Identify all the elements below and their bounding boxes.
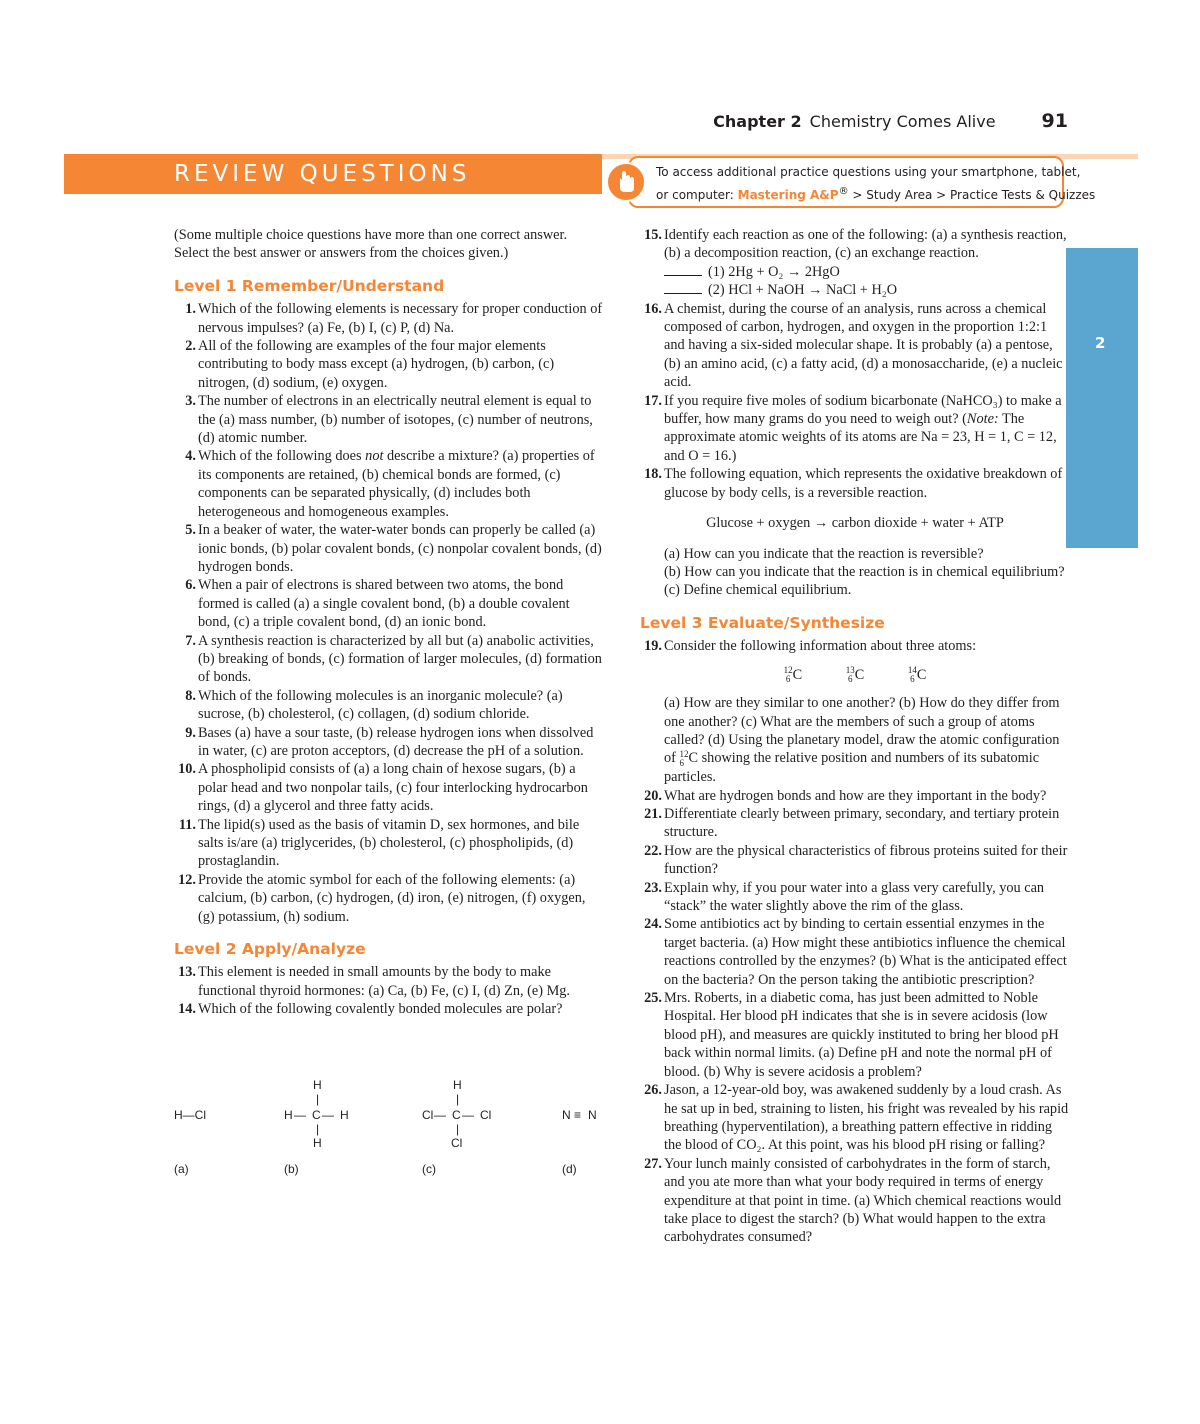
- chapter-tab-number: 2: [1095, 334, 1106, 352]
- question-7: 7. A synthesis reaction is characterized by all but (a) anabolic activities, (b) breaking of bonds, (c) formation of larger molecules, (d) formation of bonds.: [185, 632, 602, 686]
- molecule-a-label: (a): [174, 1162, 189, 1176]
- molecule-d-n-left: N: [562, 1108, 571, 1122]
- molecule-c-cl-bottom: Cl: [451, 1136, 463, 1150]
- question-21: 21. Differentiate clearly between primary, secondary, and tertiary protein structure.: [644, 806, 1060, 841]
- question-17: 17. If you require five moles of sodium bicarbonate (NaHCO₃) to make a buffer, how many grams do you need to weigh out? (Note: The approximate atomic weights of its atoms are Na = 23, H = 1, C = 12, and O = 16.): [644, 392, 1062, 464]
- molecule-c-cl-right: Cl: [480, 1108, 492, 1122]
- chapter-title: Chemistry Comes Alive: [809, 112, 996, 131]
- isotope-c14: 14 6 C: [907, 665, 927, 685]
- question-27: 27. Your lunch mainly consisted of carbohydrates in the form of starch, and you ate more than what your body required in terms of energy expenditure at that point in time. (a) Which chemical reactions would take place to digest the starch? (b) What would happen to the extra carbohydrates consumed?: [644, 1155, 1062, 1246]
- isotope-c13: 13 6 C: [845, 665, 865, 685]
- question-14: 14. Which of the following covalently bonded molecules are polar?: [178, 1001, 563, 1018]
- question-18c: (c) Define chemical equilibrium.: [664, 582, 852, 599]
- mastering-brand: Mastering A&P: [737, 188, 839, 202]
- level2-heading: Level 2 Apply/Analyze: [174, 940, 366, 959]
- answer-blank: [664, 263, 702, 276]
- question-18a: (a) How can you indicate that the reaction is reversible?: [664, 545, 984, 562]
- molecule-b-bond-right: —: [322, 1108, 334, 1122]
- molecule-b-h-top: H: [313, 1078, 322, 1092]
- question-9: 9. Bases (a) have a sour taste, (b) release hydrogen ions when dissolved in water, (c) are proton acceptors, (d) decrease the pH of a solution.: [185, 724, 594, 759]
- question-22: 22. How are the physical characteristics of fibrous proteins suited for their function?: [644, 842, 1068, 878]
- level1-heading: Level 1 Remember/Understand: [174, 276, 445, 295]
- chapter-side-tab: [1066, 248, 1138, 548]
- question-26: 26. Jason, a 12-year-old boy, was awakened suddenly by a loud crash. As he sat up in bed, straining to listen, his fright was revealed by his rapid breathing (hyperventilation), a breathing pattern effective in ridding the blood of CO₂. At this point, was his blood pH rising or falling?: [644, 1082, 1069, 1154]
- molecule-c-c: C: [452, 1108, 461, 1122]
- banner-title: REVIEW QUESTIONS: [174, 161, 471, 187]
- question-20: 20. What are hydrogen bonds and how are they important in the body?: [644, 787, 1047, 804]
- glucose-equation: Glucose + oxygen → carbon dioxide + water + ATP: [706, 515, 1004, 532]
- chapter-label: Chapter 2: [713, 112, 802, 131]
- question-11: 11. The lipid(s) used as the basis of vitamin D, sex hormones, and bile salts is/are (a) triglycerides, (b) cholesterol, (c) phospholipids, (d) prostaglandin.: [178, 816, 580, 870]
- molecule-b-h-left: H: [284, 1108, 293, 1122]
- right-column: [640, 226, 1070, 1247]
- review-questions-banner: [64, 154, 602, 194]
- question-15: 15. Identify each reaction as one of the following: (a) a synthesis reaction, (b) a decomposition reaction, (c) an exchange reaction. (1) 2Hg + O₂ → 2HgO (2) HCl + NaOH → NaCl + H₂O: [644, 227, 1067, 299]
- mastering-line2-suffix: > Study Area > Practice Tests & Quizzes: [852, 188, 1096, 202]
- pointing-hand-icon: [606, 162, 646, 202]
- molecule-c-bond-bottom: |: [456, 1122, 460, 1136]
- molecule-c-bond-left: —: [434, 1108, 446, 1122]
- molecule-c-cl-left: Cl: [422, 1108, 434, 1122]
- answer-blank: [664, 281, 702, 294]
- question-12: 12. Provide the atomic symbol for each of the following elements: (a) calcium, (b) carbon, (c) hydrogen, (d) iron, (e) nitrogen, (f) oxygen, (g) potassium, (h) sodium.: [178, 871, 586, 925]
- question-8: 8. Which of the following molecules is an inorganic molecule? (a) sucrose, (b) cholesterol, (c) collagen, (d) sodium chloride.: [185, 687, 563, 723]
- question-23: 23. Explain why, if you pour water into a glass very carefully, you can “stack” the water slightly above the rim of the glass.: [644, 879, 1045, 915]
- molecule-d-n-right: N: [588, 1108, 597, 1122]
- intro-text: (Some multiple choice questions have more than one correct answer. Select the best answer or answers from the choices given.): [174, 227, 568, 262]
- molecule-a-formula: H—Cl: [174, 1108, 206, 1122]
- molecule-b-h-right: H: [340, 1108, 349, 1122]
- molecule-c-label: (c): [422, 1162, 436, 1176]
- question-13: 13. This element is needed in small amounts by the body to make functional thyroid hormones: (a) Ca, (b) Fe, (c) I, (d) Zn, (e) Mg.: [178, 964, 571, 999]
- molecule-b-bond-bottom: |: [316, 1122, 320, 1136]
- question-4: 4. Which of the following does not describe a mixture? (a) properties of its components are retained, (b) chemical bonds are formed, (c) components can be separated physically, (d) includes both heterogeneous and homogeneous examples.: [185, 448, 595, 520]
- mastering-line2-prefix: or computer:: [656, 188, 734, 202]
- question-1: 1. Which of the following elements is necessary for proper conduction of nervous impulses? (a) Fe, (b) I, (c) P, (d) Na.: [185, 301, 603, 336]
- question-18b: (b) How can you indicate that the reaction is in chemical equilibrium?: [664, 563, 1065, 580]
- question-6: 6. When a pair of electrons is shared between two atoms, the bond formed is called (a) a single covalent bond, (b) a double covalent bond, (c) a triple covalent bond, (d) an ionic bond.: [185, 577, 570, 631]
- question-19: 19. Consider the following information about three atoms:: [644, 638, 977, 655]
- mastering-line1: To access additional practice questions using your smartphone, tablet,: [656, 165, 1081, 179]
- question-3: 3. The number of electrons in an electrically neutral element is equal to the (a) mass number, (b) number of isotopes, (c) number of neutrons, (d) atomic number.: [185, 393, 593, 447]
- molecule-c-bond-right: —: [462, 1108, 474, 1122]
- question-10: 10. A phospholipid consists of (a) a long chain of hexose sugars, (b) a polar head and two nonpolar tails, (c) four interlocking hydrocarbon rings, (d) a glycerol and three fatty acids.: [178, 761, 588, 815]
- isotope-c12: 12 6 C: [783, 665, 803, 685]
- molecule-c-h-top: H: [453, 1078, 462, 1092]
- question-5: 5. In a beaker of water, the water-water bonds can properly be called (a) ionic bonds, (b) polar covalent bonds, (c) nonpolar covalent bonds, (d) hydrogen bonds.: [185, 522, 602, 575]
- question-16: 16. A chemist, during the course of an analysis, runs across a chemical composed of carbon, hydrogen, and oxygen in the proportion 1:2:1 and having a six-sided molecular shape. It is probably (a) a pentose, (b) an amino acid, (c) a fatty acid, (d) a monosaccharide, (e) a nucleic acid.: [644, 300, 1063, 391]
- running-head: [0, 110, 1068, 132]
- left-column: [174, 226, 604, 1019]
- molecule-b-label: (b): [284, 1162, 299, 1176]
- level3-heading: Level 3 Evaluate/Synthesize: [640, 613, 885, 632]
- molecule-c-bond-top: |: [456, 1092, 460, 1106]
- molecule-d-label: (d): [562, 1162, 577, 1176]
- question-19-body: (a) How are they similar to one another? (b) How do they differ from one another? (c) What are the members of such a group of atoms called? (d) Using the planetary model, draw the atomic configuration of 12 6 C showing the relative position and numbers of its subatomic particles.: [664, 695, 1060, 786]
- isotope-list: [640, 666, 1070, 685]
- reaction-1: (1) 2Hg + O₂ → 2HgO: [708, 263, 840, 280]
- question-2: 2. All of the following are examples of the four major elements contributing to body mass except (a) hydrogen, (b) carbon, (c) nitrogen, (d) sodium, (e) oxygen.: [185, 338, 555, 391]
- molecule-d-triple-bond: ≡: [574, 1108, 582, 1122]
- molecule-b-c: C: [312, 1108, 321, 1122]
- page-number: 91: [1041, 110, 1068, 132]
- molecule-structures: [170, 1074, 610, 1184]
- mastering-callout: To access additional practice questions using your smartphone, tablet, or computer: Mastering A&P® > Study Area > Practice Tests & Quizzes: [628, 156, 1064, 208]
- question-25: 25. Mrs. Roberts, in a diabetic coma, has just been admitted to Noble Hospital. Her blood pH indicates that she is in severe acidosis (low blood pH), and measures are quickly instituted to bring her blood pH back within normal limits. (a) Define pH and note the normal pH of blood. (b) Why is severe acidosis a problem?: [644, 990, 1059, 1080]
- molecule-b-bond-left: —: [294, 1108, 306, 1122]
- question-24: 24. Some antibiotics act by binding to certain essential enzymes in the target bacteria. (a) How might these antibiotics influence the chemical reactions controlled by the enzymes? (b) What is the anticipated effect on the bacteria? On the person taking the antibiotic prescription?: [644, 916, 1067, 988]
- question-18: 18. The following equation, which represents the oxidative breakdown of glucose by body cells, is a reversible reaction.: [644, 466, 1063, 501]
- molecule-b-h-bottom: H: [313, 1136, 322, 1150]
- reaction-2: (2) HCl + NaOH → NaCl + H₂O: [708, 282, 898, 299]
- molecule-b-bond-top: |: [316, 1092, 320, 1106]
